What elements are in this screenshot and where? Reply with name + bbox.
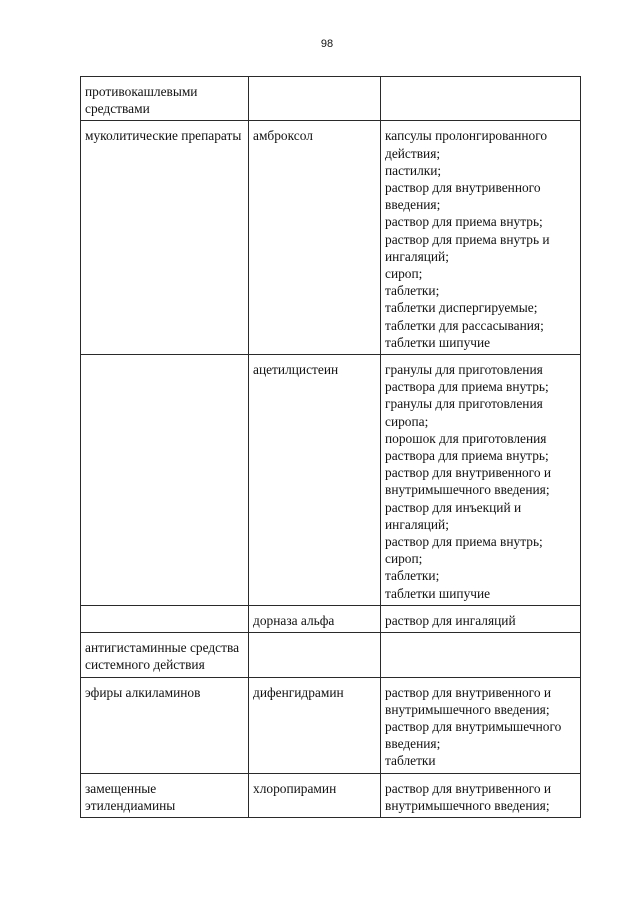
form-line: раствор для внутримышечного введения; xyxy=(385,718,562,752)
form-line: раствор для приема внутрь; xyxy=(385,214,543,230)
table-row xyxy=(81,605,581,632)
forms-cell xyxy=(381,355,581,606)
table-row xyxy=(81,121,581,355)
table-body xyxy=(81,77,581,818)
forms-cell xyxy=(381,121,581,355)
forms-cell xyxy=(381,773,581,817)
form-line: таблетки xyxy=(385,753,436,769)
group-cell xyxy=(81,605,249,632)
table-row xyxy=(81,773,581,817)
group-cell: антигистаминные средства системного действия xyxy=(81,633,249,677)
substance-cell: амброксол xyxy=(249,121,381,355)
drug-table xyxy=(80,76,581,818)
substance-cell xyxy=(249,633,381,677)
forms-cell xyxy=(381,677,581,773)
form-line: пастилки; xyxy=(385,162,442,178)
substance-cell: дифенгидрамин xyxy=(249,677,381,773)
form-line: раствор для внутривенного и внутримышечного введения; xyxy=(385,465,552,498)
form-line: таблетки шипучие xyxy=(385,334,491,350)
forms-cell xyxy=(381,633,581,677)
group-cell xyxy=(81,355,249,606)
form-line: раствор для внутривенного и внутримышечного введения; xyxy=(385,780,552,813)
form-line: таблетки для рассасывания; xyxy=(385,317,544,333)
group-cell: противокашлевыми средствами xyxy=(81,77,249,121)
form-line: таблетки диспергируемые; xyxy=(385,300,538,316)
group-cell: муколитические препараты xyxy=(81,121,249,355)
forms-cell xyxy=(381,605,581,632)
page-number: 98 xyxy=(320,38,334,50)
substance-cell xyxy=(249,77,381,121)
table-row xyxy=(81,633,581,677)
form-line: раствор для приема внутрь и ингаляций; xyxy=(385,231,550,264)
form-line: таблетки; xyxy=(385,568,440,584)
form-line: гранулы для приготовления сиропа; xyxy=(385,396,543,429)
substance-cell: дорназа альфа xyxy=(249,605,381,632)
form-line: раствор для ингаляций xyxy=(385,612,516,628)
table-row xyxy=(81,77,581,121)
form-line: гранулы для приготовления раствора для приема внутрь; xyxy=(385,362,549,395)
form-line: раствор для внутривенного и внутримышечного введения; xyxy=(385,684,552,717)
form-line: сироп; xyxy=(385,551,423,567)
table-row xyxy=(81,355,581,606)
form-line: раствор для инъекций и ингаляций; xyxy=(385,499,522,532)
form-line: таблетки; xyxy=(385,283,440,299)
form-line: раствор для внутривенного введения; xyxy=(385,180,541,213)
table-row xyxy=(81,677,581,773)
form-line: сироп; xyxy=(385,266,423,282)
form-line: капсулы пролонгированного действия; xyxy=(385,128,548,161)
group-cell: эфиры алкиламинов xyxy=(81,677,249,773)
substance-cell: ацетилцистеин xyxy=(249,355,381,606)
group-cell: замещенные этилендиамины xyxy=(81,773,249,817)
form-line: таблетки шипучие xyxy=(385,585,491,601)
forms-cell xyxy=(381,77,581,121)
substance-cell: хлоропирамин xyxy=(249,773,381,817)
form-line: раствор для приема внутрь; xyxy=(385,534,543,550)
form-line: порошок для приготовления раствора для приема внутрь; xyxy=(385,430,549,464)
